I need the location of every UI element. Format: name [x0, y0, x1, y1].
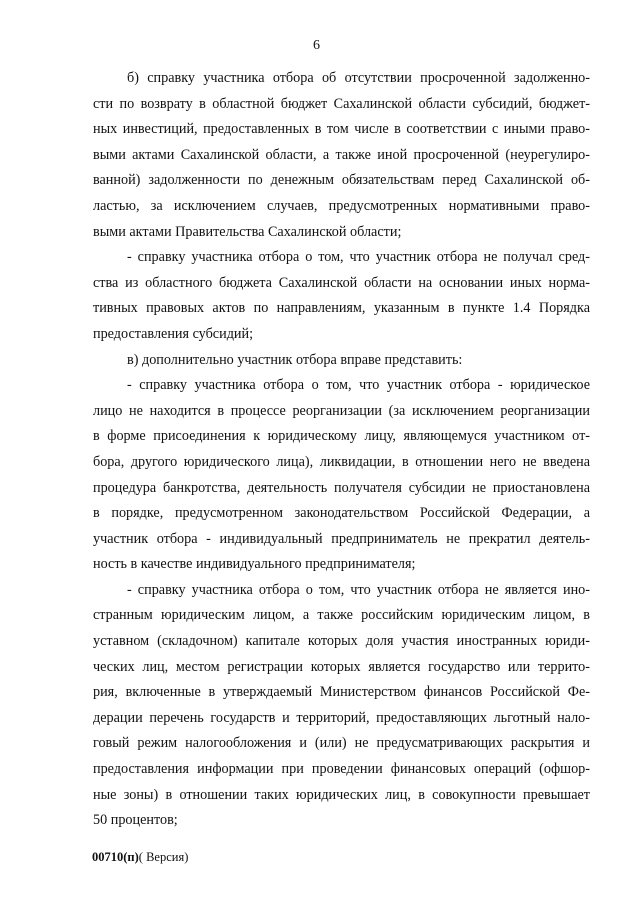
text-line: предоставления субсидий;: [93, 325, 254, 342]
text-line: предоставления информации при проведении финансовых операций (офшор-: [93, 761, 590, 778]
paragraph-foreign-entity-certificate: [93, 578, 590, 834]
text-line: тивных правовых актов по направлениям, указанным в пункте 1.4 Порядка: [93, 300, 590, 317]
text-line: ные зоны) в отношении таких юридических лиц, в совокупности превышает: [93, 786, 590, 803]
paragraph-b-debt-certificate: [93, 66, 590, 245]
paragraph-reorganization-certificate: [93, 373, 590, 578]
text-line: ческих лиц, местом регистрации которых является государство или террито-: [93, 658, 590, 675]
document-body: [93, 66, 590, 834]
document-code: 00710(п): [92, 850, 139, 864]
text-line: в порядке, предусмотренном законодательством Российской Федерации, а: [93, 505, 590, 522]
text-line: процедура банкротства, деятельность получателя субсидии не приостановлена: [93, 479, 590, 496]
text-line: ность в качестве индивидуального предпринимателя;: [93, 556, 416, 573]
text-line: странным юридическим лицом, а также российским юридическим лицом, в: [93, 607, 590, 624]
text-line: участник отбора - индивидуальный предприниматель не прекратил деятель-: [93, 530, 590, 547]
text-line: дерации перечень государств и территорий, предоставляющих льготный нало-: [93, 709, 590, 726]
document-footer: [92, 850, 188, 865]
text-line: уставном (складочном) капитале которых доля участия иностранных юриди-: [93, 633, 590, 650]
text-line: ванной) задолженности по денежным обязательствам перед Сахалинской об-: [93, 172, 590, 189]
text-line: в форме присоединения к юридическому лицу, являющемуся участником от-: [93, 428, 590, 445]
text-line: - справку участника отбора о том, что участник отбора - юридическое: [127, 377, 590, 394]
text-line: выми актами Сахалинской области, а также иной просроченной (неурегулиро-: [93, 146, 590, 163]
text-line: 50 процентов;: [93, 812, 178, 829]
document-version: ( Версия): [138, 850, 189, 864]
text-line: б) справку участника отбора об отсутствии просроченной задолженно-: [127, 70, 590, 86]
text-line: сти по возврату в областной бюджет Сахалинской области субсидий, бюджет-: [93, 95, 590, 112]
page-number: 6: [313, 38, 320, 53]
text-line: бора, другого юридического лица), ликвидации, в отношении него не введена: [93, 453, 590, 470]
text-line: выми актами Правительства Сахалинской области;: [93, 223, 402, 240]
text-line: рия, включенные в утверждаемый Министерством финансов Российской Фе-: [93, 684, 590, 701]
text-line: ластью, за исключением случаев, предусмотренных нормативными право-: [93, 197, 590, 214]
text-line: - справку участника отбора о том, что участник отбора не получал сред-: [127, 249, 590, 266]
paragraph-funds-not-received: [93, 245, 590, 347]
text-line: лицо не находится в процессе реорганизации (за исключением реорганизации: [93, 402, 590, 419]
text-line: ных инвестиций, предоставленных в том числе в соответствии с иными право-: [93, 121, 590, 138]
text-line: - справку участника отбора о том, что участник отбора не является ино-: [127, 581, 590, 598]
paragraph-v-additional: [93, 348, 590, 374]
text-line: в) дополнительно участник отбора вправе представить:: [127, 351, 463, 368]
text-line: ства из областного бюджета Сахалинской области на основании иных норма-: [93, 274, 590, 291]
text-line: говый режим налогообложения и (или) не предусматривающих раскрытия и: [93, 735, 590, 752]
